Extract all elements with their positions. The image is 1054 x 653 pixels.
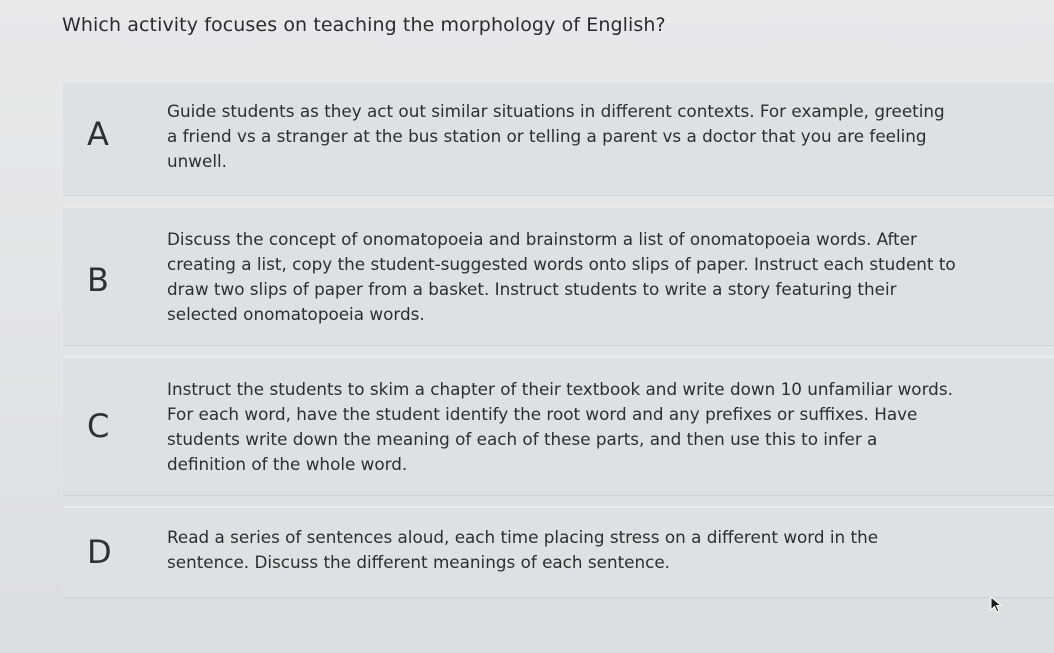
option-b[interactable] <box>63 206 1054 346</box>
option-c[interactable] <box>63 356 1054 496</box>
question-text: Which activity focuses on teaching the morphology of English? <box>62 14 666 36</box>
option-d-letter: D <box>87 533 112 571</box>
option-a[interactable] <box>63 80 1054 196</box>
option-d-text: Read a series of sentences aloud, each time placing stress on a different word in the sentence. Discuss the different meanings of each sentence. <box>167 527 879 572</box>
option-b-text: Discuss the concept of onomatopoeia and brainstorm a list of onomatopoeia words. After creating a list, copy the student-suggested words onto slips of paper. Instruct each student to draw two slips of paper from a basket. Instruct students to write a story featuring their selected onomatopoeia words. <box>167 229 956 324</box>
option-a-letter: A <box>87 115 109 153</box>
option-d[interactable] <box>63 506 1054 598</box>
option-b-letter: B <box>87 261 109 299</box>
answer-options <box>63 80 1054 608</box>
option-c-text: Instruct the students to skim a chapter of their textbook and write down 10 unfamiliar words. For each word, have the student identify the root word and any prefixes or suffixes. Have students write down the meaning of each of these parts, and then use this to infer a definition of the whole word. <box>167 379 953 474</box>
option-c-letter: C <box>87 407 110 445</box>
option-a-text: Guide students as they act out similar situations in different contexts. For example, greeting a friend vs a stranger at the bus station or telling a parent vs a doctor that you are feeling unwell. <box>167 101 945 171</box>
